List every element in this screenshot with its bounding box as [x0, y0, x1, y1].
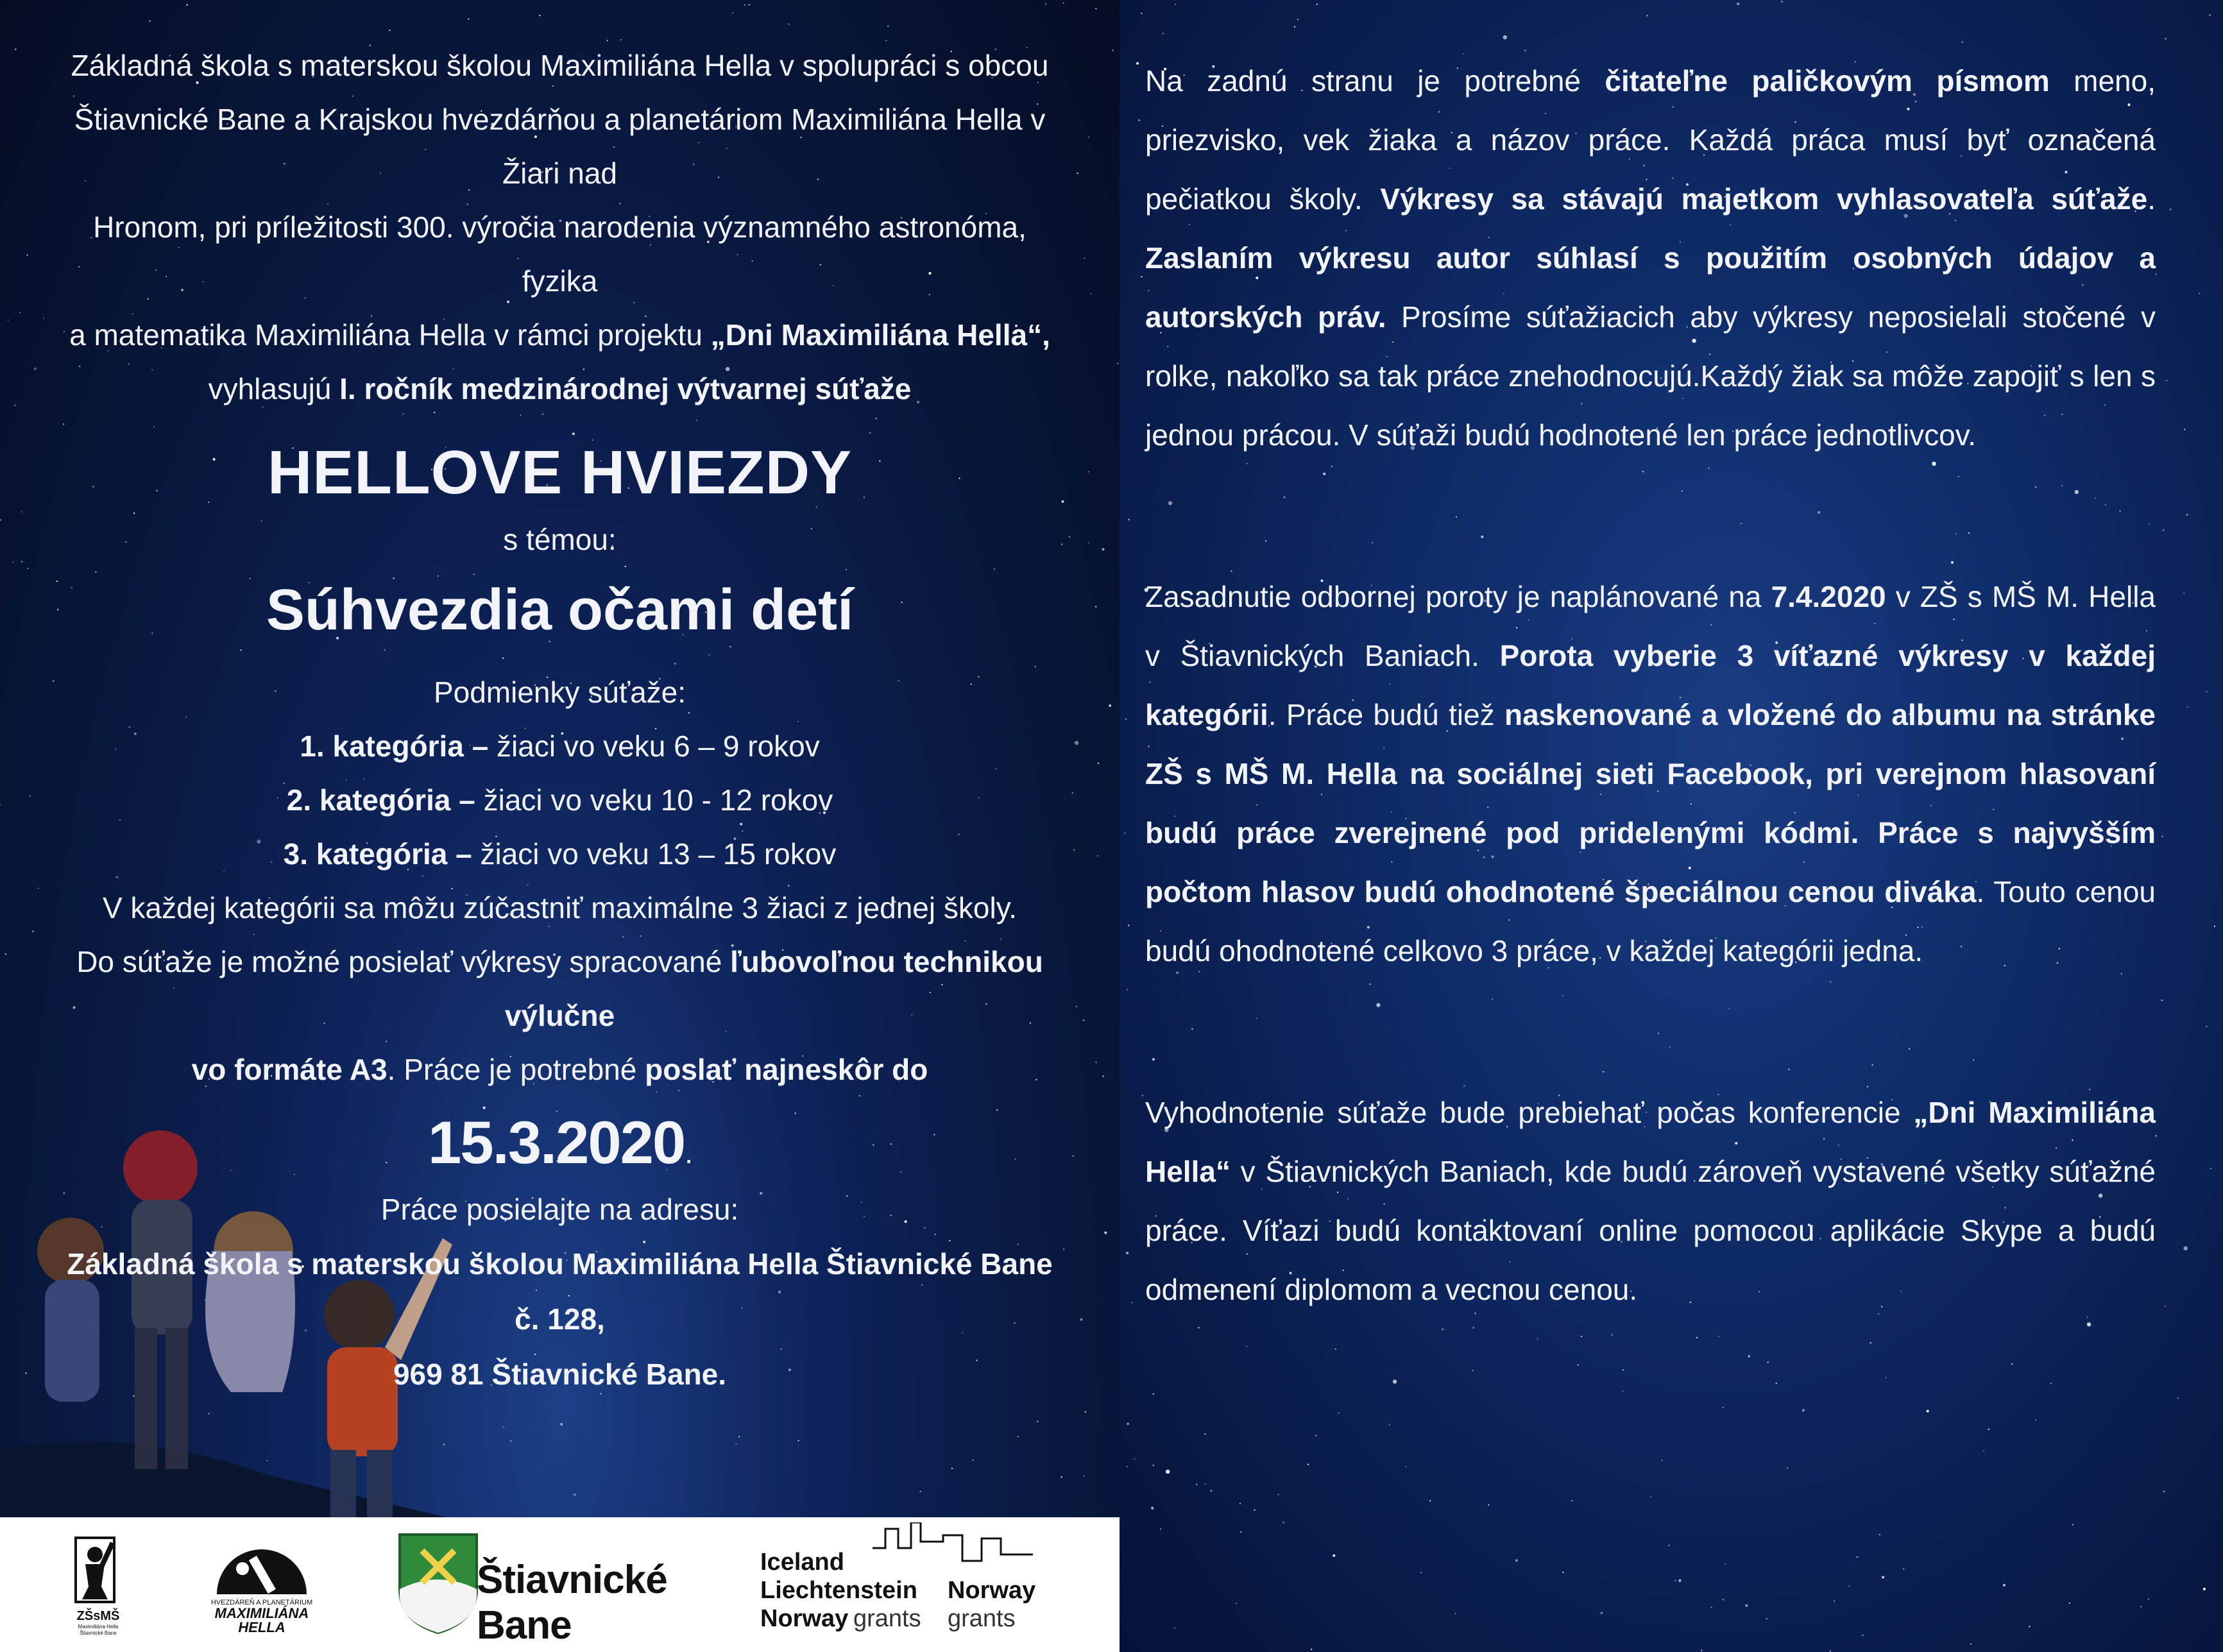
star — [1088, 137, 1089, 138]
star — [43, 318, 44, 319]
star — [1623, 1369, 1624, 1370]
paragraph-jury — [1145, 567, 2156, 980]
grants-norway-b: Norway — [948, 1577, 1036, 1604]
star — [1737, 3, 1739, 5]
theme-title: Súhvezdia očami detí — [266, 578, 854, 642]
competition-title: HELLOVE HVIEZDY — [267, 438, 853, 507]
star — [1668, 1545, 1669, 1546]
star — [1515, 1559, 1518, 1562]
category-1-desc: žiaci vo veku 6 – 9 rokov — [488, 729, 820, 763]
star — [1315, 1435, 1316, 1436]
star — [1236, 1603, 1237, 1604]
star — [1085, 1411, 1086, 1413]
village-name: Štiavnické Bane — [477, 1558, 667, 1648]
star — [2210, 14, 2211, 15]
star — [798, 1440, 799, 1442]
star — [2177, 1397, 2179, 1399]
star — [1562, 1572, 1563, 1573]
star — [973, 1460, 974, 1461]
star — [1088, 471, 1089, 472]
logo-strip — [0, 1517, 1120, 1652]
star — [951, 1468, 953, 1469]
star — [1662, 1460, 1663, 1461]
star — [1240, 1531, 1241, 1533]
star — [1077, 173, 1078, 174]
p2-a: Zasadnutie odbornej poroty je naplánované na — [1145, 580, 1771, 613]
star — [1063, 3, 1064, 4]
star — [1098, 763, 1099, 764]
star — [1112, 49, 1114, 51]
school-logo-sub: Maximiliána Hella Štiavnické Bane — [78, 1624, 119, 1636]
address-line-1: Základná škola s materskou školou Maximiliána Hella Štiavnické Bane č. 128, — [67, 1247, 1053, 1336]
star — [920, 1491, 921, 1492]
star — [1718, 1336, 1719, 1337]
star — [1701, 1650, 1702, 1651]
star — [2069, 1603, 2070, 1604]
star — [574, 1494, 576, 1496]
category-1-name: 1. kategória – — [300, 729, 489, 763]
star — [2206, 1026, 2207, 1027]
star — [1139, 119, 1140, 121]
star — [1134, 1458, 1135, 1460]
star — [1389, 1424, 1390, 1426]
star — [2165, 1306, 2166, 1307]
star — [1311, 1649, 1312, 1650]
observatory-logo — [204, 1530, 319, 1639]
intro-line-1: Základná škola s materskou školou Maximiliána Hella v spolupráci s obcou — [71, 49, 1049, 82]
star — [34, 368, 37, 370]
star — [1488, 1504, 1489, 1506]
deadline — [51, 1108, 1068, 1177]
observatory-top-text: HVEZDÁREŇ A PLANETÁRIUM — [210, 1599, 313, 1606]
technique-text-c: vo formáte A3 — [191, 1053, 388, 1086]
star — [2186, 514, 2188, 515]
star — [1650, 1496, 1651, 1497]
star — [38, 888, 39, 889]
star — [1084, 258, 1085, 259]
observatory-name-1: MAXIMILIÁNA — [214, 1605, 309, 1621]
intro-line-2: Štiavnické Bane a Krajskou hvezdárňou a planetáriom Maximiliána Hella v Žiari nad — [74, 103, 1046, 190]
star — [2011, 1363, 2013, 1365]
star — [187, 4, 188, 6]
star — [1442, 1329, 1444, 1330]
star — [1175, 4, 1176, 5]
star — [21, 561, 22, 562]
star — [1095, 1062, 1096, 1063]
star — [1174, 1628, 1175, 1629]
star — [1711, 1606, 1712, 1608]
star — [0, 804, 1, 805]
category-3 — [51, 827, 1068, 881]
star — [1278, 1494, 1279, 1495]
star — [1095, 606, 1096, 608]
star — [1983, 1451, 1984, 1452]
star — [1782, 1, 1783, 2]
star — [0, 519, 1, 520]
left-content — [51, 38, 1068, 1402]
star — [1335, 1349, 1336, 1350]
star — [887, 26, 889, 27]
star — [1406, 1466, 1407, 1467]
category-2-name: 2. kategória – — [286, 783, 475, 817]
star — [1061, 1476, 1062, 1477]
star — [1083, 1019, 1084, 1021]
star — [1622, 1390, 1623, 1392]
star — [19, 312, 21, 313]
paragraph-evaluation — [1145, 1083, 2156, 1319]
star — [1830, 1651, 1831, 1652]
star — [1612, 1334, 1613, 1336]
star — [738, 1436, 740, 1437]
star — [1205, 1483, 1206, 1485]
star — [2184, 429, 2185, 430]
star — [2003, 1584, 2006, 1587]
star — [1307, 1464, 1309, 1465]
intro-line-3: Hronom, pri príležitosti 300. výročia narodenia významného astronóma, fyzika — [93, 210, 1026, 298]
star — [1674, 1580, 1676, 1581]
star — [1581, 1336, 1582, 1337]
observatory-name-2: HELLA — [238, 1619, 285, 1635]
star — [2148, 1598, 2149, 1599]
eea-grants-logo — [760, 1548, 1094, 1644]
star — [1473, 1327, 1474, 1328]
p1-f: Zaslaním výkresu autor súhlasí s použitím osobných údajov a autorských práv. — [1145, 241, 2156, 334]
star — [389, 30, 390, 31]
star — [1882, 1576, 1884, 1578]
star — [1037, 1420, 1038, 1422]
star — [2050, 1383, 2052, 1384]
grants-liechtenstein: Liechtenstein — [760, 1577, 917, 1604]
star — [2163, 529, 2164, 531]
technique-text-a: Do súťaže je možné posielať výkresy spracované — [76, 945, 731, 978]
p2-d: Porota vyberie 3 víťazné výkresy v každej kategórii — [1145, 639, 2156, 731]
star — [1124, 832, 1125, 833]
star — [1725, 1563, 1726, 1565]
star — [2163, 1491, 2165, 1492]
star — [1787, 1467, 1788, 1469]
star — [1125, 719, 1127, 720]
intro-line-4 — [51, 308, 1068, 362]
star — [1857, 1556, 1858, 1558]
spacer — [1145, 464, 2156, 567]
star — [2035, 1419, 2036, 1420]
star — [12, 561, 13, 563]
star — [1745, 1605, 1748, 1607]
star — [1045, 3, 1046, 4]
star — [1802, 1409, 1805, 1411]
star — [1075, 741, 1078, 745]
star — [1297, 19, 1299, 20]
star — [1166, 1470, 1170, 1474]
star — [2087, 1322, 2091, 1326]
grants-iceland: Iceland — [760, 1549, 844, 1576]
paragraph-submission — [1145, 51, 2156, 464]
conditions-label: Podmienky súťaže: — [433, 676, 686, 709]
technique-text-e: poslať najneskôr do — [645, 1053, 928, 1086]
star — [8, 319, 9, 321]
star — [1196, 1484, 1197, 1485]
grants-norway-a: Norway — [760, 1605, 849, 1632]
star — [749, 4, 750, 5]
star — [1018, 1436, 1019, 1437]
star — [1153, 1393, 1154, 1395]
category-3-name: 3. kategória – — [283, 837, 472, 871]
star — [1472, 1370, 1473, 1371]
star — [1073, 849, 1075, 851]
star — [2166, 380, 2167, 381]
star — [1577, 1365, 1578, 1366]
p1-a: Na zadnú stranu je potrebné — [1145, 64, 1605, 98]
star — [1283, 1522, 1284, 1523]
star — [1970, 1643, 1972, 1644]
star — [1886, 1377, 1887, 1378]
p1-c: meno, priezvisko, vek žiaka a názov práce. Každá práca musí byť označená pečiatkou školy. — [1145, 64, 2156, 216]
announce-verb: vyhlasujú — [208, 372, 332, 405]
star — [1927, 1410, 1929, 1413]
star — [30, 796, 31, 797]
right-page — [1120, 0, 2223, 1652]
star — [560, 1423, 563, 1426]
star — [1696, 1337, 1698, 1338]
star — [1870, 1342, 1871, 1343]
star — [510, 1440, 511, 1442]
p1-b: čitateľne paličkovým písmom — [1605, 64, 2050, 98]
village-logo — [396, 1531, 743, 1648]
max-participants: V každej kategórii sa môžu zúčastniť maximálne 3 žiaci z jednej školy. — [102, 891, 1018, 924]
p2-e: . Práce budú tiež — [1268, 698, 1505, 731]
grants-skyline-icon — [873, 1522, 1033, 1574]
star — [1126, 1252, 1129, 1254]
star — [1069, 536, 1070, 538]
category-1 — [51, 719, 1068, 773]
star — [1537, 1338, 1538, 1340]
star — [1163, 33, 1164, 34]
star — [1316, 4, 1318, 5]
star — [1127, 1466, 1128, 1467]
star — [1333, 1554, 1335, 1557]
star — [1879, 1534, 1880, 1535]
p3-c: v Štiavnických Baniach, kde budú zároveň vystavené všetky súťažné práce. Víťazi budú kontaktovaní online pomocou aplikácie Skype a budú odmenení diplomom a vecnou cenou. — [1145, 1155, 2156, 1306]
p2-b: 7.4.2020 — [1771, 580, 1886, 613]
star — [1239, 1503, 1241, 1504]
technique-text-d: . Práce je potrebné — [387, 1053, 645, 1086]
star — [1723, 1407, 1724, 1408]
star — [1294, 26, 1295, 28]
p2-f: naskenované a vložené do albumu na stránke ZŠ s MŠ M. Hella na sociálnej sieti Facebook, pri verejnom hlasovaní budú práce zverejnené pod pridelenými kódmi. Práce s najvyšším počtom hlasov budú ohodnotené špeciálnou cenou diváka — [1145, 698, 2156, 908]
star — [1153, 1465, 1154, 1466]
star — [1088, 542, 1089, 543]
star — [1848, 1585, 1850, 1587]
p1-d: Výkresy sa stávajú majetkom vyhlasovateľa súťaže — [1380, 182, 2148, 216]
grants-word-b: grants — [948, 1605, 1016, 1632]
star — [1338, 1412, 1339, 1413]
star — [1095, 8, 1096, 9]
star — [1141, 13, 1142, 14]
category-2-desc: žiaci vo veku 10 - 12 rokov — [475, 783, 833, 817]
star — [1142, 1095, 1143, 1096]
star — [1204, 1433, 1205, 1435]
star — [32, 931, 33, 932]
star — [1962, 42, 1963, 43]
star — [1080, 1318, 1083, 1321]
competition-name: I. ročník medzinárodnej výtvarnej súťaže — [339, 372, 912, 405]
star — [732, 12, 733, 13]
intro-line-4a: a matematika Maximiliána Hella v rámci projektu — [69, 318, 703, 352]
theme-label: s témou: — [503, 523, 617, 556]
p2-c: v ZŠ s MŠ M. Hella v Štiavnických Baniach. — [1145, 580, 2156, 672]
star — [1723, 1599, 1724, 1600]
address-label: Práce posielajte na adresu: — [380, 1193, 739, 1226]
star — [1073, 1155, 1074, 1157]
grants-word-a: grants — [853, 1605, 921, 1632]
spacer — [1145, 980, 2156, 1083]
star — [2165, 38, 2166, 39]
star — [2199, 293, 2200, 294]
star — [1767, 1361, 1769, 1363]
star — [1776, 1383, 1777, 1384]
star — [1136, 62, 1139, 65]
star — [1128, 924, 1129, 926]
star — [1109, 704, 1111, 707]
school-logo-icon — [69, 1535, 127, 1606]
technique-line-2 — [51, 1043, 1068, 1096]
star — [2161, 1000, 2163, 1001]
star — [1988, 1429, 1989, 1430]
star — [1198, 1327, 1199, 1328]
star — [2203, 1588, 2206, 1590]
category-2 — [51, 773, 1068, 827]
star — [1129, 519, 1130, 520]
category-3-desc: žiaci vo veku 13 – 15 rokov — [472, 837, 837, 871]
right-content — [1145, 51, 2156, 1319]
star — [1151, 1507, 1154, 1510]
star — [735, 1443, 737, 1444]
star — [1246, 1346, 1247, 1347]
star — [1678, 1580, 1681, 1582]
star — [27, 255, 28, 256]
star — [788, 24, 789, 25]
star — [1503, 35, 1507, 39]
school-logo-text: ZŠsMŠ — [76, 1609, 120, 1623]
p3-a: Vyhodnotenie súťaže bude prebiehať počas konferencie — [1145, 1096, 1914, 1129]
star — [1091, 293, 1092, 294]
project-name: „Dni Maximiliána Hella“, — [710, 318, 1050, 352]
star — [539, 15, 540, 16]
star — [2186, 706, 2188, 708]
star — [1393, 1379, 1397, 1383]
deadline-date: 15.3.2020 — [428, 1109, 685, 1176]
star — [1076, 1006, 1077, 1007]
p3-b: „Dni Maximiliána Hella“ — [1145, 1096, 2156, 1188]
star — [744, 4, 745, 6]
star — [1160, 1528, 1161, 1529]
star — [1131, 1302, 1132, 1303]
technique-line-1 — [51, 935, 1068, 1043]
star — [1141, 276, 1142, 277]
star — [1903, 1569, 1904, 1570]
star — [1834, 1601, 1835, 1602]
p2-g: . Touto cenou budú ohodnotené celkovo 3 práce, v každej kategórii jedna. — [1145, 875, 2156, 967]
star — [1766, 1618, 1767, 1619]
star — [21, 511, 22, 513]
star — [15, 49, 16, 50]
star — [1104, 1232, 1107, 1234]
star — [2214, 926, 2215, 927]
star — [1117, 362, 1118, 364]
star — [2183, 593, 2185, 594]
star — [14, 405, 15, 406]
star — [149, 21, 150, 22]
star — [1455, 1613, 1456, 1614]
deadline-dot: . — [685, 1136, 692, 1170]
star — [468, 19, 469, 20]
technique-text-b: ľubovoľnou technikou výlučne — [504, 945, 1043, 1032]
p1-g: Prosíme súťažiacich aby výkresy neposielali stočené v rolke, nakoľko sa tak práce znehodnocujú.Každý žiak sa môže zapojiť s len s jednou prácou. V súťaži budú hodnotené len práce jednotlivcov. — [1145, 300, 2156, 452]
star — [1103, 1076, 1104, 1077]
star — [1254, 1509, 1256, 1510]
star — [503, 1427, 504, 1428]
star — [1748, 1355, 1750, 1358]
star — [1127, 1422, 1129, 1425]
star — [2162, 836, 2163, 837]
star — [5, 953, 6, 955]
school-logo — [69, 1535, 127, 1638]
star — [1601, 1612, 1603, 1614]
star — [2029, 1626, 2030, 1627]
star — [1571, 1500, 1572, 1501]
star — [1097, 855, 1098, 856]
star — [2206, 691, 2207, 692]
star — [27, 568, 28, 569]
address-line-2: 969 81 Štiavnické Bane. — [393, 1358, 727, 1391]
star — [1211, 1490, 1212, 1492]
intro-line-5 — [51, 362, 1068, 416]
star — [2072, 1524, 2074, 1525]
observatory-dome-icon — [204, 1530, 319, 1601]
star — [1102, 548, 1105, 550]
star — [1429, 1500, 1431, 1501]
star — [1862, 1635, 1863, 1636]
star — [1072, 792, 1073, 794]
star — [2140, 1606, 2142, 1607]
star — [1420, 1572, 1422, 1573]
star — [1127, 989, 1128, 990]
p1-e: . — [2147, 182, 2156, 216]
star — [2184, 1247, 2188, 1250]
star — [2210, 1168, 2211, 1169]
star — [1646, 15, 1648, 16]
coat-of-arms-icon — [396, 1531, 480, 1634]
star — [2170, 209, 2171, 210]
star — [1083, 1476, 1084, 1477]
